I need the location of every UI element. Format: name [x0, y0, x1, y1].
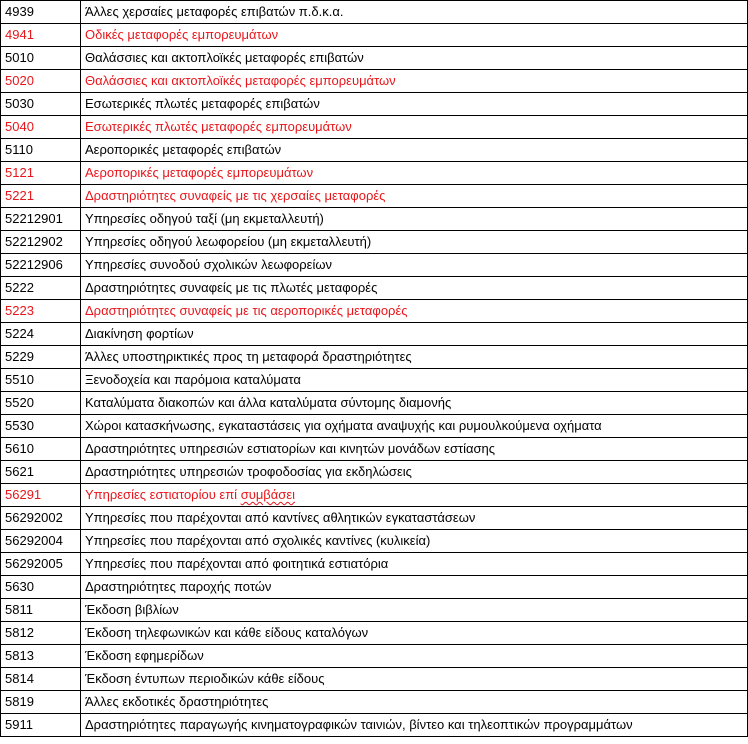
activity-code-cell: 56292002	[1, 507, 81, 530]
activity-description-cell	[81, 553, 748, 576]
activity-description-cell	[81, 576, 748, 599]
activity-description-cell	[81, 346, 748, 369]
spellcheck-flagged-word: συμβάσει	[240, 487, 296, 502]
activity-description-cell	[81, 254, 748, 277]
activity-description-cell	[81, 277, 748, 300]
table-row	[1, 461, 748, 484]
table-row	[1, 392, 748, 415]
activity-code-cell: 5510	[1, 369, 81, 392]
activity-code-cell: 5530	[1, 415, 81, 438]
activity-description-cell	[81, 93, 748, 116]
activity-description-cell	[81, 691, 748, 714]
table-row	[1, 369, 748, 392]
activity-code-cell: 5221	[1, 185, 81, 208]
activity-code-cell: 4941	[1, 24, 81, 47]
activity-codes-body	[1, 1, 748, 737]
activity-description-cell	[81, 24, 748, 47]
activity-description-cell	[81, 116, 748, 139]
table-row	[1, 231, 748, 254]
activity-code-cell: 5811	[1, 599, 81, 622]
table-row	[1, 622, 748, 645]
activity-code-cell: 5030	[1, 93, 81, 116]
activity-description-cell	[81, 323, 748, 346]
activity-description-cell	[81, 231, 748, 254]
activity-description-cell	[81, 1, 748, 24]
activity-description-text: Δραστηριότητες υπηρεσιών εστιατορίων και κινητών μονάδων εστίασης	[85, 441, 496, 456]
activity-description-text: Άλλες χερσαίες μεταφορές επιβατών π.δ.κ.α.	[85, 4, 344, 19]
activity-description-text: Υπηρεσίες που παρέχονται από καντίνες αθλητικών εγκαταστάσεων	[85, 510, 476, 525]
activity-description-text: Υπηρεσίες οδηγού λεωφορείου (μη εκμεταλλευτή)	[85, 234, 372, 249]
activity-description-text: Έκδοση βιβλίων	[85, 602, 179, 617]
table-row	[1, 645, 748, 668]
activity-description-cell	[81, 70, 748, 93]
activity-description-text: Υπηρεσίες συνοδού σχολικών λεωφορείων	[85, 257, 332, 272]
activity-description-cell	[81, 507, 748, 530]
activity-code-cell: 5223	[1, 300, 81, 323]
activity-description-text: Υπηρεσίες που παρέχονται από σχολικές καντίνες (κυλικεία)	[85, 533, 431, 548]
activity-description-text: Δραστηριότητες συναφείς με τις αεροπορικές μεταφορές	[85, 303, 408, 318]
table-row	[1, 323, 748, 346]
activity-description-text: Θαλάσσιες και ακτοπλοϊκές μεταφορές επιβατών	[85, 50, 364, 65]
activity-description-cell	[81, 668, 748, 691]
activity-code-cell: 5812	[1, 622, 81, 645]
activity-code-cell: 4939	[1, 1, 81, 24]
activity-description-text: Εσωτερικές πλωτές μεταφορές εμπορευμάτων	[85, 119, 352, 134]
activity-description-cell	[81, 622, 748, 645]
activity-description-cell	[81, 162, 748, 185]
table-row	[1, 1, 748, 24]
activity-code-cell: 56292004	[1, 530, 81, 553]
activity-description-text: Δραστηριότητες παραγωγής κινηματογραφικών ταινιών, βίντεο και τηλεοπτικών προγραμμάτων	[85, 717, 633, 732]
table-row	[1, 553, 748, 576]
table-row	[1, 484, 748, 507]
activity-description-text: Δραστηριότητες συναφείς με τις χερσαίες μεταφορές	[85, 188, 386, 203]
activity-code-cell: 5819	[1, 691, 81, 714]
activity-description-text: Υπηρεσίες εστιατορίου επί	[85, 487, 241, 502]
activity-code-cell: 56291	[1, 484, 81, 507]
table-row	[1, 70, 748, 93]
activity-description-cell	[81, 484, 748, 507]
table-row	[1, 346, 748, 369]
table-row	[1, 415, 748, 438]
activity-code-cell: 5040	[1, 116, 81, 139]
activity-description-text: Υπηρεσίες οδηγού ταξί (μη εκμεταλλευτή)	[85, 211, 324, 226]
table-row	[1, 277, 748, 300]
activity-description-text: Δραστηριότητες υπηρεσιών τροφοδοσίας για εκδηλώσεις	[85, 464, 412, 479]
activity-description-cell	[81, 392, 748, 415]
activity-code-cell: 52212902	[1, 231, 81, 254]
table-row	[1, 691, 748, 714]
activity-code-cell: 5610	[1, 438, 81, 461]
table-row	[1, 208, 748, 231]
activity-description-text: Αεροπορικές μεταφορές εμπορευμάτων	[85, 165, 314, 180]
table-row	[1, 24, 748, 47]
table-row	[1, 139, 748, 162]
activity-description-text: Ξενοδοχεία και παρόμοια καταλύματα	[85, 372, 301, 387]
table-row	[1, 438, 748, 461]
activity-code-cell: 5229	[1, 346, 81, 369]
table-row	[1, 93, 748, 116]
activity-description-cell	[81, 47, 748, 70]
table-row	[1, 47, 748, 70]
activity-code-cell: 5121	[1, 162, 81, 185]
activity-code-cell: 5222	[1, 277, 81, 300]
activity-description-text: Δραστηριότητες παροχής ποτών	[85, 579, 272, 594]
activity-description-cell	[81, 714, 748, 737]
table-row	[1, 714, 748, 737]
activity-description-cell	[81, 300, 748, 323]
activity-description-cell	[81, 185, 748, 208]
activity-description-text: Θαλάσσιες και ακτοπλοϊκές μεταφορές εμπορευμάτων	[85, 73, 396, 88]
activity-description-cell	[81, 438, 748, 461]
activity-description-cell	[81, 599, 748, 622]
activity-description-text: Δραστηριότητες συναφείς με τις πλωτές μεταφορές	[85, 280, 378, 295]
activity-description-text: Άλλες εκδοτικές δραστηριότητες	[85, 694, 269, 709]
activity-code-cell: 52212906	[1, 254, 81, 277]
activity-code-cell: 5813	[1, 645, 81, 668]
table-row	[1, 162, 748, 185]
table-row	[1, 300, 748, 323]
activity-code-cell: 5814	[1, 668, 81, 691]
activity-description-text: Έκδοση τηλεφωνικών και κάθε είδους καταλόγων	[85, 625, 369, 640]
activity-description-text: Έκδοση εφημερίδων	[85, 648, 204, 663]
table-row	[1, 668, 748, 691]
activity-description-cell	[81, 415, 748, 438]
activity-code-cell: 5020	[1, 70, 81, 93]
activity-code-cell: 5621	[1, 461, 81, 484]
activity-description-text: Διακίνηση φορτίων	[85, 326, 194, 341]
activity-code-cell: 5630	[1, 576, 81, 599]
activity-code-cell: 52212901	[1, 208, 81, 231]
table-row	[1, 507, 748, 530]
table-row	[1, 576, 748, 599]
activity-description-cell	[81, 369, 748, 392]
activity-code-cell: 5911	[1, 714, 81, 737]
activity-description-cell	[81, 208, 748, 231]
activity-description-cell	[81, 530, 748, 553]
activity-description-cell	[81, 645, 748, 668]
table-row	[1, 116, 748, 139]
table-row	[1, 530, 748, 553]
activity-code-cell: 5010	[1, 47, 81, 70]
activity-code-cell: 5520	[1, 392, 81, 415]
activity-description-text: Οδικές μεταφορές εμπορευμάτων	[85, 27, 279, 42]
activity-description-text: Χώροι κατασκήνωσης, εγκαταστάσεις για οχήματα αναψυχής και ρυμουλκούμενα οχήματα	[85, 418, 602, 433]
table-row	[1, 254, 748, 277]
activity-description-text: Αεροπορικές μεταφορές επιβατών	[85, 142, 282, 157]
activity-description-cell	[81, 139, 748, 162]
activity-code-cell: 56292005	[1, 553, 81, 576]
activity-code-cell: 5224	[1, 323, 81, 346]
activity-description-cell	[81, 461, 748, 484]
activity-description-text: Έκδοση έντυπων περιοδικών κάθε είδους	[85, 671, 325, 686]
activity-description-text: Εσωτερικές πλωτές μεταφορές επιβατών	[85, 96, 320, 111]
activity-description-text: Άλλες υποστηρικτικές προς τη μεταφορά δραστηριότητες	[85, 349, 412, 364]
table-row	[1, 185, 748, 208]
activity-description-text: Καταλύματα διακοπών και άλλα καταλύματα σύντομης διαμονής	[85, 395, 452, 410]
table-row	[1, 599, 748, 622]
activity-code-cell: 5110	[1, 139, 81, 162]
activity-description-text: Υπηρεσίες που παρέχονται από φοιτητικά εστιατόρια	[85, 556, 389, 571]
